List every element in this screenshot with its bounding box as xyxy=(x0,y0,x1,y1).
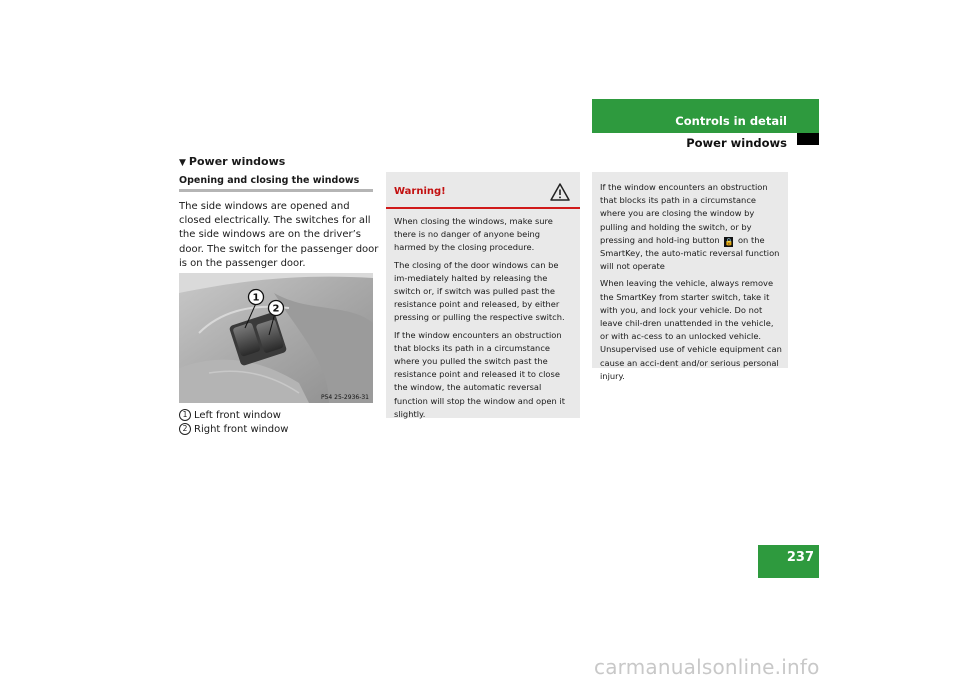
caption-1 xyxy=(179,409,281,421)
warning-paragraph: When closing the windows, make sure there is no danger of anyone being harmed by the closing procedure. xyxy=(394,216,553,253)
footer-watermark: carmanualsonline.info xyxy=(594,655,820,679)
section-subtitle: Power windows xyxy=(686,136,787,150)
subsection-heading: Opening and closing the windows xyxy=(179,175,360,186)
body-paragraph: The side windows are opened and closed electrically. The switches for all the side windows are on the driver’s door. The switch for the passenger door is on the passenger door. xyxy=(179,201,379,269)
section-heading xyxy=(179,155,285,168)
warning-triangle-icon xyxy=(550,183,570,201)
caption-1-number: 1 xyxy=(179,409,191,421)
warning-rule xyxy=(386,207,580,209)
figure-code: P54 25-2936-31 xyxy=(320,394,369,401)
warning-box xyxy=(386,172,580,418)
warning-paragraph: The closing of the door windows can be im-mediately halted by releasing the switch or, if switch was pulled past the resistance point and released, by either pressing or pulling the respective switch. xyxy=(394,259,565,323)
warning-continued-box xyxy=(592,172,788,381)
triangle-bullet-icon: ▼ xyxy=(179,158,186,168)
warning-continued-text xyxy=(600,181,782,387)
section-heading-text: Power windows xyxy=(188,155,286,168)
header-marker xyxy=(797,133,819,145)
callout-1-label: 1 xyxy=(252,292,260,304)
page-number-box xyxy=(758,545,819,578)
subsection-rule xyxy=(179,189,373,192)
caption-2-text: Right front window xyxy=(194,424,289,435)
warning-text xyxy=(394,215,574,425)
switch-panel-illustration xyxy=(179,273,373,403)
caption-1-text: Left front window xyxy=(194,410,281,421)
continued-p1-after: on the SmartKey, the auto-matic reversal function will not operate xyxy=(600,234,780,272)
continued-p1-before: If the window encounters an obstruction that blocks its path in a circumstance where you are closing the window by pulling and holding the switch, or by pressing and hold-ing button xyxy=(600,182,768,245)
power-window-switch-photo xyxy=(179,273,373,403)
callout-2-label: 2 xyxy=(272,303,280,315)
warning-paragraph: If the window encounters an obstruction that blocks its path in a circumstance where you pulled the switch past the resistance point and released it to close the window, the automatic reversal function will stop the window and open it slightly. xyxy=(394,329,565,419)
continued-paragraph-2: When leaving the vehicle, always remove the SmartKey from starter switch, take it with you, and lock your vehicle. Do not leave chil-dren unattended in the vehicle, or with ac-cess to an unlocked vehicle. Unsupervised use of vehicle equipment can cause an acci-dent and/or serious personal injury. xyxy=(600,278,782,381)
lock-icon: 🔒 xyxy=(724,237,734,246)
warning-title: Warning! xyxy=(394,186,446,197)
caption-2 xyxy=(179,423,288,435)
page-number: 237 xyxy=(786,550,814,565)
chapter-title: Controls in detail xyxy=(675,114,787,128)
caption-2-number: 2 xyxy=(179,423,191,435)
continued-paragraph-1 xyxy=(600,181,782,273)
